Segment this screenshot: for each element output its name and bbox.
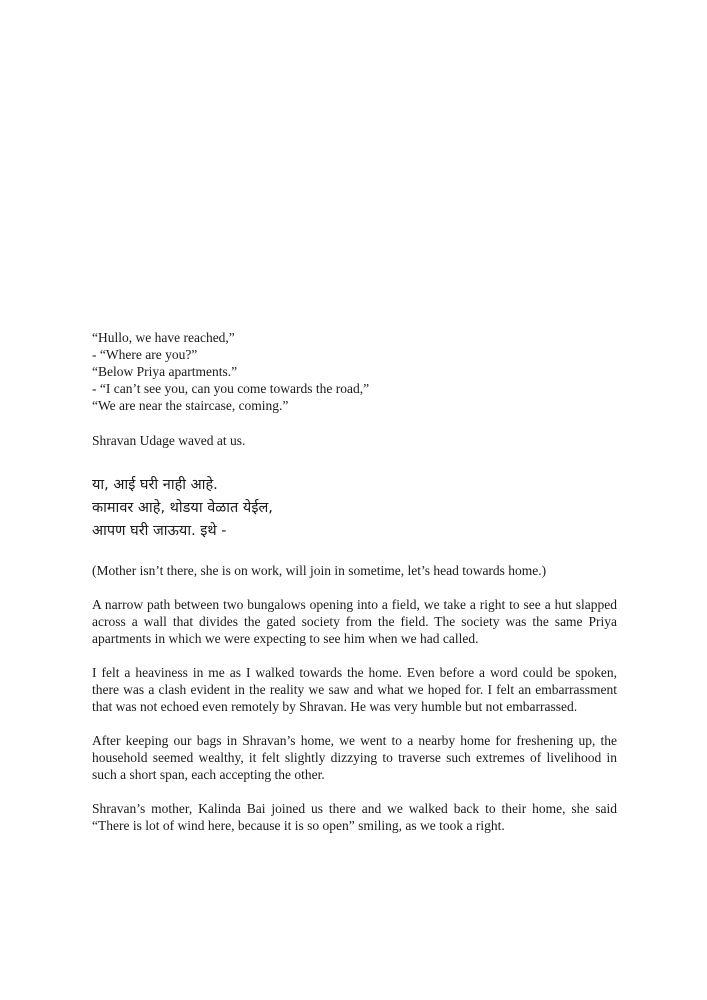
marathi-line: आपण घरी जाऊया. इथे - — [92, 523, 227, 539]
translation-line: (Mother isn’t there, she is on work, will join in sometime, let’s head towards home.) — [92, 563, 547, 578]
phone-dialogue — [92, 329, 617, 414]
wave-line: Shravan Udage waved at us. — [92, 433, 246, 448]
paragraph: I felt a heaviness in me as I walked towards the home. Even before a word could be spoken, there was a clash evident in the reality we saw and what we hoped for. I felt an embarrassment that was not echoed even remotely by Shravan. He was very humble but not embarrassed. — [92, 665, 617, 714]
dialogue-line: “We are near the staircase, coming.” — [92, 398, 289, 413]
dialogue-line: “Hullo, we have reached,” — [92, 330, 235, 345]
dialogue-line: - “Where are you?” — [92, 347, 198, 362]
text-body — [92, 329, 617, 834]
paragraph: A narrow path between two bungalows opening into a field, we take a right to see a hut slapped across a wall that divides the gated society from the field. The society was the same Priya apartments in which we were expecting to see him when we had called. — [92, 597, 617, 646]
dialogue-line: “Below Priya apartments.” — [92, 364, 238, 379]
marathi-line: कामावर आहे, थोडया वेळात येईल, — [92, 500, 273, 516]
paragraph: After keeping our bags in Shravan’s home, we went to a nearby home for freshening up, the household seemed wealthy, it felt slightly dizzying to traverse such extremes of livelihood in such a short span, each accepting the other. — [92, 733, 617, 782]
marathi-line: या, आई घरी नाही आहे. — [92, 477, 218, 493]
paragraph: Shravan’s mother, Kalinda Bai joined us there and we walked back to their home, she said “There is lot of wind here, because it is so open” smiling, as we took a right. — [92, 801, 617, 833]
marathi-quote — [92, 474, 617, 543]
dialogue-line: - “I can’t see you, can you come towards the road,” — [92, 381, 370, 396]
